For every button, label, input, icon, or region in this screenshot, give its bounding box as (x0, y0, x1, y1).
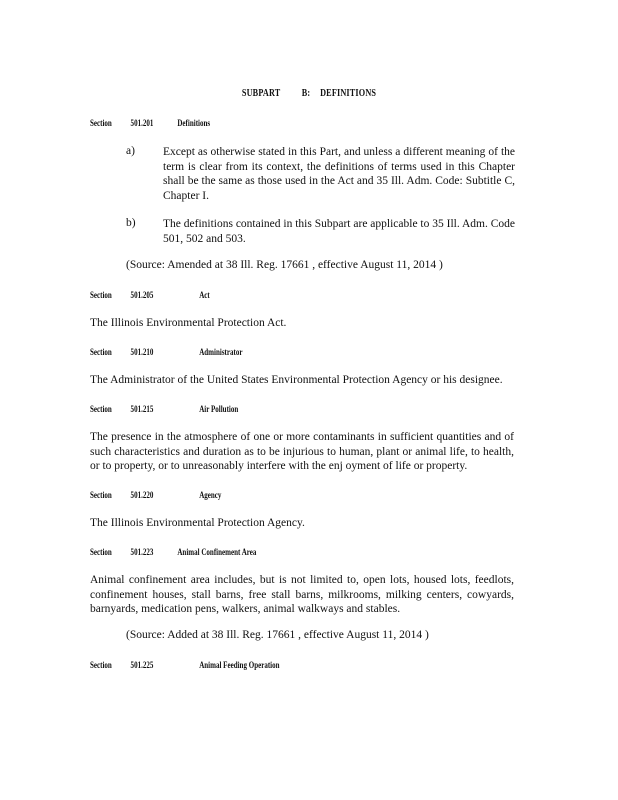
source-note-501-223: (Source: Added at 38 Ill. Reg. 17661 , effective August 11, 2014 ) (126, 629, 429, 641)
section-title: Definitions (177, 118, 211, 128)
section-label: Section (90, 404, 112, 414)
section-heading-501-215 (90, 404, 239, 414)
item-a-text: Except as otherwise stated in this Part, and unless a different meaning of the term is clear from its context, the definitions of terms used in this Chapter shall be the same as those used in the Act and 35 Ill. Adm. Code: Subtitle C, Chapter I. (163, 146, 515, 202)
section-title: Agency (199, 490, 222, 500)
section-title: Air Pollution (199, 404, 239, 414)
section-label: Section (90, 660, 112, 670)
section-label: Section (90, 290, 112, 300)
section-number: 501.201 (130, 118, 154, 128)
section-heading-501-201 (90, 118, 211, 128)
section-number: 501.220 (130, 490, 154, 500)
section-label: Section (90, 490, 112, 500)
subpart-title: DEFINITIONS (320, 88, 377, 99)
section-heading-501-223 (90, 547, 257, 557)
section-label: Section (90, 347, 112, 357)
section-title: Animal Confinement Area (177, 547, 257, 557)
section-heading-501-205 (90, 290, 210, 300)
animal-confinement-area-definition: Animal confinement area includes, but is not limited to, open lots, housed lots, feedlots, confinement houses, stall barns, free stall barns, milkrooms, milking centers, cowyards, barnyards, medication pens, walkers, animal walkways and stables. (90, 574, 514, 615)
source-note-501-201: (Source: Amended at 38 Ill. Reg. 17661 , effective August 11, 2014 ) (126, 259, 443, 271)
section-number: 501.225 (130, 660, 154, 670)
section-heading-501-225 (90, 660, 280, 670)
section-number: 501.205 (130, 290, 154, 300)
subpart-label: SUBPART (241, 88, 281, 99)
administrator-definition: The Administrator of the United States Environmental Protection Agency or his designee. (90, 374, 503, 386)
air-pollution-definition: The presence in the atmosphere of one or more contaminants in sufficient quantities and of such characteristics and duration as to be injurious to human, plant or animal life, to health, or to property, or to unreasonably interfere with the enj oyment of life or property. (90, 431, 514, 472)
section-title: Animal Feeding Operation (199, 660, 280, 670)
item-b-text: The definitions contained in this Subpart are applicable to 35 Ill. Adm. Code 501, 502 and 503. (163, 218, 515, 245)
act-definition: The Illinois Environmental Protection Act. (90, 317, 287, 329)
subpart-letter: B: (301, 88, 311, 99)
section-label: Section (90, 547, 112, 557)
subpart-heading (56, 88, 563, 99)
section-title: Act (199, 290, 210, 300)
section-heading-501-210 (90, 347, 243, 357)
section-label: Section (90, 118, 112, 128)
item-b-label: b) (126, 217, 136, 229)
section-number: 501.223 (130, 547, 154, 557)
agency-definition: The Illinois Environmental Protection Agency. (90, 517, 305, 529)
item-a-label: a) (126, 145, 135, 157)
section-title: Administrator (199, 347, 243, 357)
section-number: 501.215 (130, 404, 154, 414)
section-number: 501.210 (130, 347, 154, 357)
section-heading-501-220 (90, 490, 222, 500)
